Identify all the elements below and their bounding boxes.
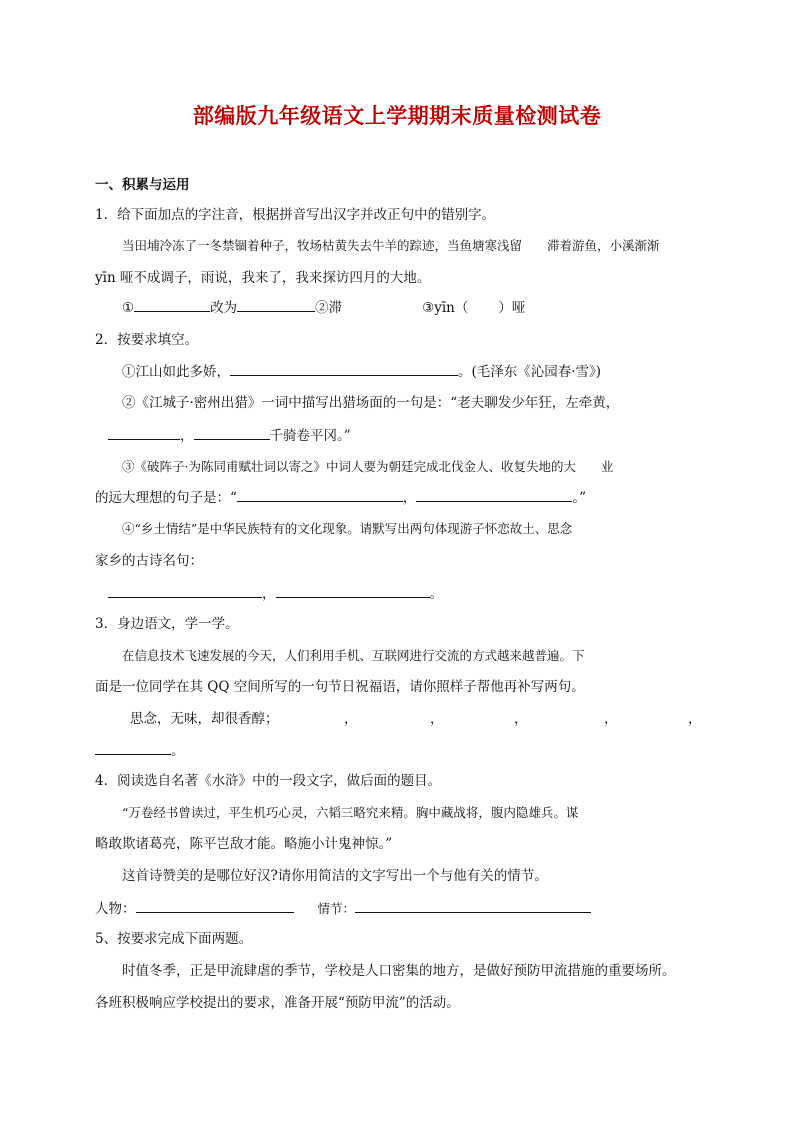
q2-item4-line3: [108, 583, 443, 604]
q3-line3: [130, 709, 700, 729]
q1-answer-3-end: ）哑: [498, 300, 526, 316]
q1-answer-2-label: ②滞: [315, 300, 343, 316]
q2-item1-source: 。(毛泽东《沁园春·雪》): [458, 364, 602, 380]
q4-poem-line2: 略敢欺诸葛亮，陈平岂敌才能。略施小计鬼神惊。”: [95, 836, 393, 852]
q2-prompt: 2．按要求填空。: [95, 332, 199, 348]
q2-item3-line2: [95, 487, 586, 508]
q2-item3-sep: ，: [402, 490, 417, 506]
q2-item3-blank1[interactable]: [237, 487, 403, 502]
q2-item4-line2: 家乡的古诗名句：: [95, 553, 203, 569]
q5-prompt: 5、按要求完成下面两题。: [95, 931, 253, 947]
q3-comma-3: ，: [514, 711, 528, 727]
q2-item3-end: 。”: [572, 490, 587, 506]
q2-item4-sep: ，: [262, 586, 276, 602]
q2-item2-blank1[interactable]: [108, 425, 180, 440]
q3-example: 思念，无味，却很香醇；: [130, 711, 279, 727]
q3-line4: [95, 740, 185, 761]
q2-item2-sep: ，: [180, 428, 194, 444]
q3-comma-4: ，: [604, 711, 618, 727]
page-title: 部编版九年级语文上学期期末质量检测试卷: [192, 103, 602, 128]
q3-comma-1: ，: [344, 711, 358, 727]
q4-poem-line1: “万卷经书曾读过，平生机巧心灵，六韬三略究来精。胸中藏战将，腹内隐雄兵。谋: [122, 805, 579, 820]
q1-change-label: 改为: [210, 300, 238, 316]
q3-blank[interactable]: [95, 740, 171, 755]
q2-item4-end: 。: [429, 586, 443, 602]
section-heading: 一、积累与运用: [95, 177, 190, 193]
q4-person-blank[interactable]: [136, 898, 294, 913]
q3-comma-5: ，: [688, 711, 702, 727]
q2-item3-text: 的远大理想的句子是：“: [95, 490, 237, 506]
q2-item1-text: ①江山如此多娇，: [122, 364, 230, 380]
q2-item3-blank2[interactable]: [416, 487, 572, 502]
q3-line2: 面是一位同学在其 QQ 空间所写的一句节日祝福语，请你照样子帮他再补写两句。: [95, 679, 585, 695]
q1-prompt: 1．给下面加点的字注音，根据拼音写出汉字并改正句中的错别字。: [95, 207, 496, 223]
q1-passage-line2: yīn 哑不成调子，雨说，我来了，我来探访四月的大地。: [95, 270, 431, 286]
q4-person-label: 人物：: [95, 901, 136, 917]
q2-item2-line1: ②《江城子·密州出猎》一词中描写出猎场面的一句是：“老夫聊发少年狂，左牵黄，: [122, 395, 620, 411]
q2-item1: [122, 361, 601, 382]
q2-item2-line2: [108, 425, 351, 446]
q2-item2-blank2[interactable]: [194, 425, 270, 440]
q2-item4-blank1[interactable]: [108, 583, 262, 598]
q2-item2-end: 千骑卷平冈。”: [269, 428, 351, 444]
q3-end: 。: [171, 743, 185, 759]
q1-passage-line1: 当田埔冷冻了一冬禁锢着种子，牧场枯黄失去牛羊的踪迹，当鱼塘寒浅留 滞着游鱼，小溪渐渐: [122, 238, 660, 253]
q4-plot-label: 情节：: [317, 901, 356, 916]
q1-change-blank[interactable]: [237, 297, 315, 312]
q2-item4-blank2[interactable]: [276, 583, 430, 598]
q4-question: 这首诗赞美的是哪位好汉?请你用简洁的文字写出一个与他有关的情节。: [122, 868, 548, 884]
q3-comma-2: ，: [430, 711, 444, 727]
q4-answer-line: [95, 898, 591, 919]
q2-item4-line1: ④“乡土情结”是中华民族特有的文化现象。请默写出两句体现游子怀恋故土、思念: [122, 521, 573, 536]
q1-answer-1-label: ①: [122, 300, 135, 316]
q1-answer-line: [122, 297, 525, 318]
q3-line1: 在信息技术飞速发展的今天，人们利用手机、互联网进行交流的方式越来越普遍。下: [122, 648, 585, 663]
q4-prompt: 4．阅读选自名著《水浒》中的一段文字，做后面的题目。: [95, 773, 442, 789]
q2-item1-blank[interactable]: [230, 361, 458, 376]
q4-plot-blank[interactable]: [355, 898, 591, 913]
q1-answer-1-blank[interactable]: [134, 297, 210, 312]
q5-line2: 各班积极响应学校提出的要求，准备开展“预防甲流”的活动。: [95, 995, 460, 1011]
q2-item3-line1: ③《破阵子·为陈同甫赋壮词以寄之》中词人要为朝廷完成北伐金人、收复失地的大 业: [122, 459, 614, 474]
q3-prompt: 3．身边语文，学一学。: [95, 616, 239, 632]
q5-line1: 时值冬季，正是甲流肆虐的季节，学校是人口密集的地方，是做好预防甲流措施的重要场所。: [122, 963, 676, 979]
q1-answer-3-label: ③yīn（: [422, 300, 469, 316]
